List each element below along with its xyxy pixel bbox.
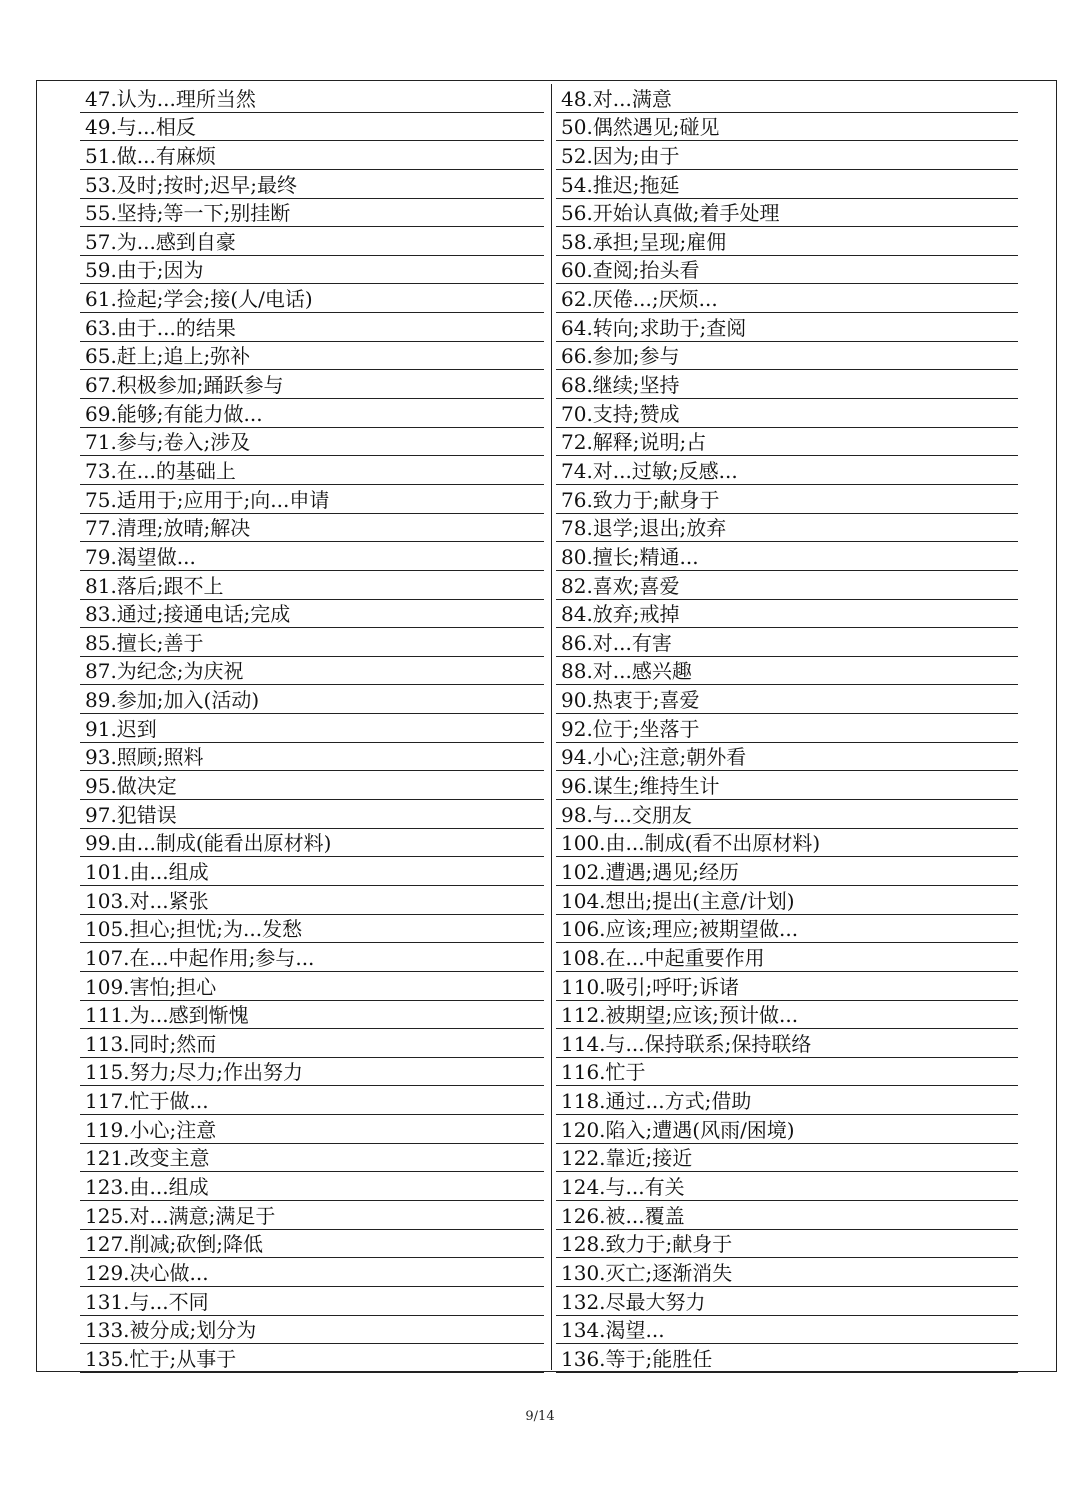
phrase-row: 98.与...交朋友: [556, 800, 1018, 829]
phrase-row: 68.继续;坚持: [556, 370, 1018, 399]
phrase-row: 133.被分成;划分为: [80, 1316, 544, 1345]
phrase-row: 51.做...有麻烦: [80, 141, 544, 170]
phrase-row: 47.认为...理所当然: [80, 84, 544, 113]
phrase-row: 83.通过;接通电话;完成: [80, 600, 544, 629]
phrase-row: 120.陷入;遭遇(风雨/困境): [556, 1115, 1018, 1144]
phrase-row: 90.热衷于;喜爱: [556, 685, 1018, 714]
phrase-row: 82.喜欢;喜爱: [556, 571, 1018, 600]
phrase-row: 126.被...覆盖: [556, 1201, 1018, 1230]
phrase-row: 55.坚持;等一下;别挂断: [80, 199, 544, 228]
phrase-row: 89.参加;加入(活动): [80, 685, 544, 714]
phrase-row: 74.对...过敏;反感...: [556, 456, 1018, 485]
phrase-row: 59.由于;因为: [80, 256, 544, 285]
phrase-row: 80.擅长;精通...: [556, 542, 1018, 571]
phrase-row: 73.在...的基础上: [80, 456, 544, 485]
phrase-row: 61.捡起;学会;接(人/电话): [80, 284, 544, 313]
phrase-row: 122.靠近;接近: [556, 1144, 1018, 1173]
phrase-row: 86.对...有害: [556, 628, 1018, 657]
phrase-row: 72.解释;说明;占: [556, 428, 1018, 457]
phrase-row: 115.努力;尽力;作出努力: [80, 1058, 544, 1087]
phrase-row: 119.小心;注意: [80, 1115, 544, 1144]
phrase-row: 116.忙于: [556, 1058, 1018, 1087]
phrase-row: 131.与...不同: [80, 1287, 544, 1316]
phrase-row: 110.吸引;呼吁;诉诸: [556, 972, 1018, 1001]
phrase-row: 70.支持;赞成: [556, 399, 1018, 428]
phrase-row: 48.对...满意: [556, 84, 1018, 113]
phrase-row: 121.改变主意: [80, 1144, 544, 1173]
phrase-row: 49.与...相反: [80, 113, 544, 142]
phrase-row: 53.及时;按时;迟早;最终: [80, 170, 544, 199]
phrase-row: 111.为...感到惭愧: [80, 1001, 544, 1030]
phrase-row: 71.参与;卷入;涉及: [80, 428, 544, 457]
phrase-row: 62.厌倦...;厌烦...: [556, 284, 1018, 313]
phrase-row: 76.致力于;献身于: [556, 485, 1018, 514]
phrase-row: 117.忙于做...: [80, 1086, 544, 1115]
phrase-row: 103.对...紧张: [80, 886, 544, 915]
phrase-row: 102.遭遇;遇见;经历: [556, 857, 1018, 886]
phrase-row: 65.赶上;追上;弥补: [80, 342, 544, 371]
phrase-row: 136.等于;能胜任: [556, 1344, 1018, 1373]
phrase-row: 66.参加;参与: [556, 342, 1018, 371]
phrase-row: 93.照顾;照料: [80, 743, 544, 772]
left-column: [80, 84, 544, 1373]
phrase-row: 108.在...中起重要作用: [556, 943, 1018, 972]
phrase-row: 134.渴望...: [556, 1316, 1018, 1345]
phrase-row: 97.犯错误: [80, 800, 544, 829]
phrase-row: 125.对...满意;满足于: [80, 1201, 544, 1230]
page-number: 9/14: [525, 1409, 555, 1424]
phrase-row: 99.由...制成(能看出原材料): [80, 829, 544, 858]
phrase-row: 67.积极参加;踊跃参与: [80, 370, 544, 399]
phrase-row: 85.擅长;善于: [80, 628, 544, 657]
phrase-row: 57.为...感到自豪: [80, 227, 544, 256]
phrase-row: 132.尽最大努力: [556, 1287, 1018, 1316]
phrase-row: 75.适用于;应用于;向...申请: [80, 485, 544, 514]
column-divider: [551, 84, 552, 1370]
phrase-row: 104.想出;提出(主意/计划): [556, 886, 1018, 915]
phrase-row: 129.决心做...: [80, 1258, 544, 1287]
right-column: [556, 84, 1018, 1373]
phrase-row: 127.削减;砍倒;降低: [80, 1230, 544, 1259]
phrase-row: 52.因为;由于: [556, 141, 1018, 170]
phrase-row: 118.通过...方式;借助: [556, 1086, 1018, 1115]
phrase-row: 113.同时;然而: [80, 1029, 544, 1058]
phrase-row: 128.致力于;献身于: [556, 1230, 1018, 1259]
phrase-row: 96.谋生;维持生计: [556, 771, 1018, 800]
phrase-row: 123.由...组成: [80, 1172, 544, 1201]
phrase-row: 69.能够;有能力做...: [80, 399, 544, 428]
phrase-row: 92.位于;坐落于: [556, 714, 1018, 743]
phrase-row: 81.落后;跟不上: [80, 571, 544, 600]
phrase-row: 54.推迟;拖延: [556, 170, 1018, 199]
phrase-row: 112.被期望;应该;预计做...: [556, 1001, 1018, 1030]
phrase-row: 109.害怕;担心: [80, 972, 544, 1001]
phrase-row: 87.为纪念;为庆祝: [80, 657, 544, 686]
phrase-row: 56.开始认真做;着手处理: [556, 199, 1018, 228]
phrase-row: 106.应该;理应;被期望做...: [556, 915, 1018, 944]
phrase-row: 124.与...有关: [556, 1172, 1018, 1201]
phrase-row: 135.忙于;从事于: [80, 1344, 544, 1373]
phrase-row: 64.转向;求助于;查阅: [556, 313, 1018, 342]
phrase-row: 78.退学;退出;放弃: [556, 514, 1018, 543]
phrase-row: 114.与...保持联系;保持联络: [556, 1029, 1018, 1058]
phrase-row: 60.查阅;抬头看: [556, 256, 1018, 285]
phrase-row: 94.小心;注意;朝外看: [556, 743, 1018, 772]
phrase-row: 77.清理;放晴;解决: [80, 514, 544, 543]
phrase-row: 91.迟到: [80, 714, 544, 743]
phrase-row: 100.由...制成(看不出原材料): [556, 829, 1018, 858]
phrase-row: 101.由...组成: [80, 857, 544, 886]
phrase-row: 79.渴望做...: [80, 542, 544, 571]
phrase-row: 84.放弃;戒掉: [556, 600, 1018, 629]
phrase-row: 95.做决定: [80, 771, 544, 800]
phrase-row: 105.担心;担忧;为...发愁: [80, 915, 544, 944]
phrase-row: 50.偶然遇见;碰见: [556, 113, 1018, 142]
phrase-row: 58.承担;呈现;雇佣: [556, 227, 1018, 256]
phrase-row: 88.对...感兴趣: [556, 657, 1018, 686]
phrase-row: 63.由于...的结果: [80, 313, 544, 342]
phrase-row: 130.灭亡;逐渐消失: [556, 1258, 1018, 1287]
phrase-row: 107.在...中起作用;参与...: [80, 943, 544, 972]
